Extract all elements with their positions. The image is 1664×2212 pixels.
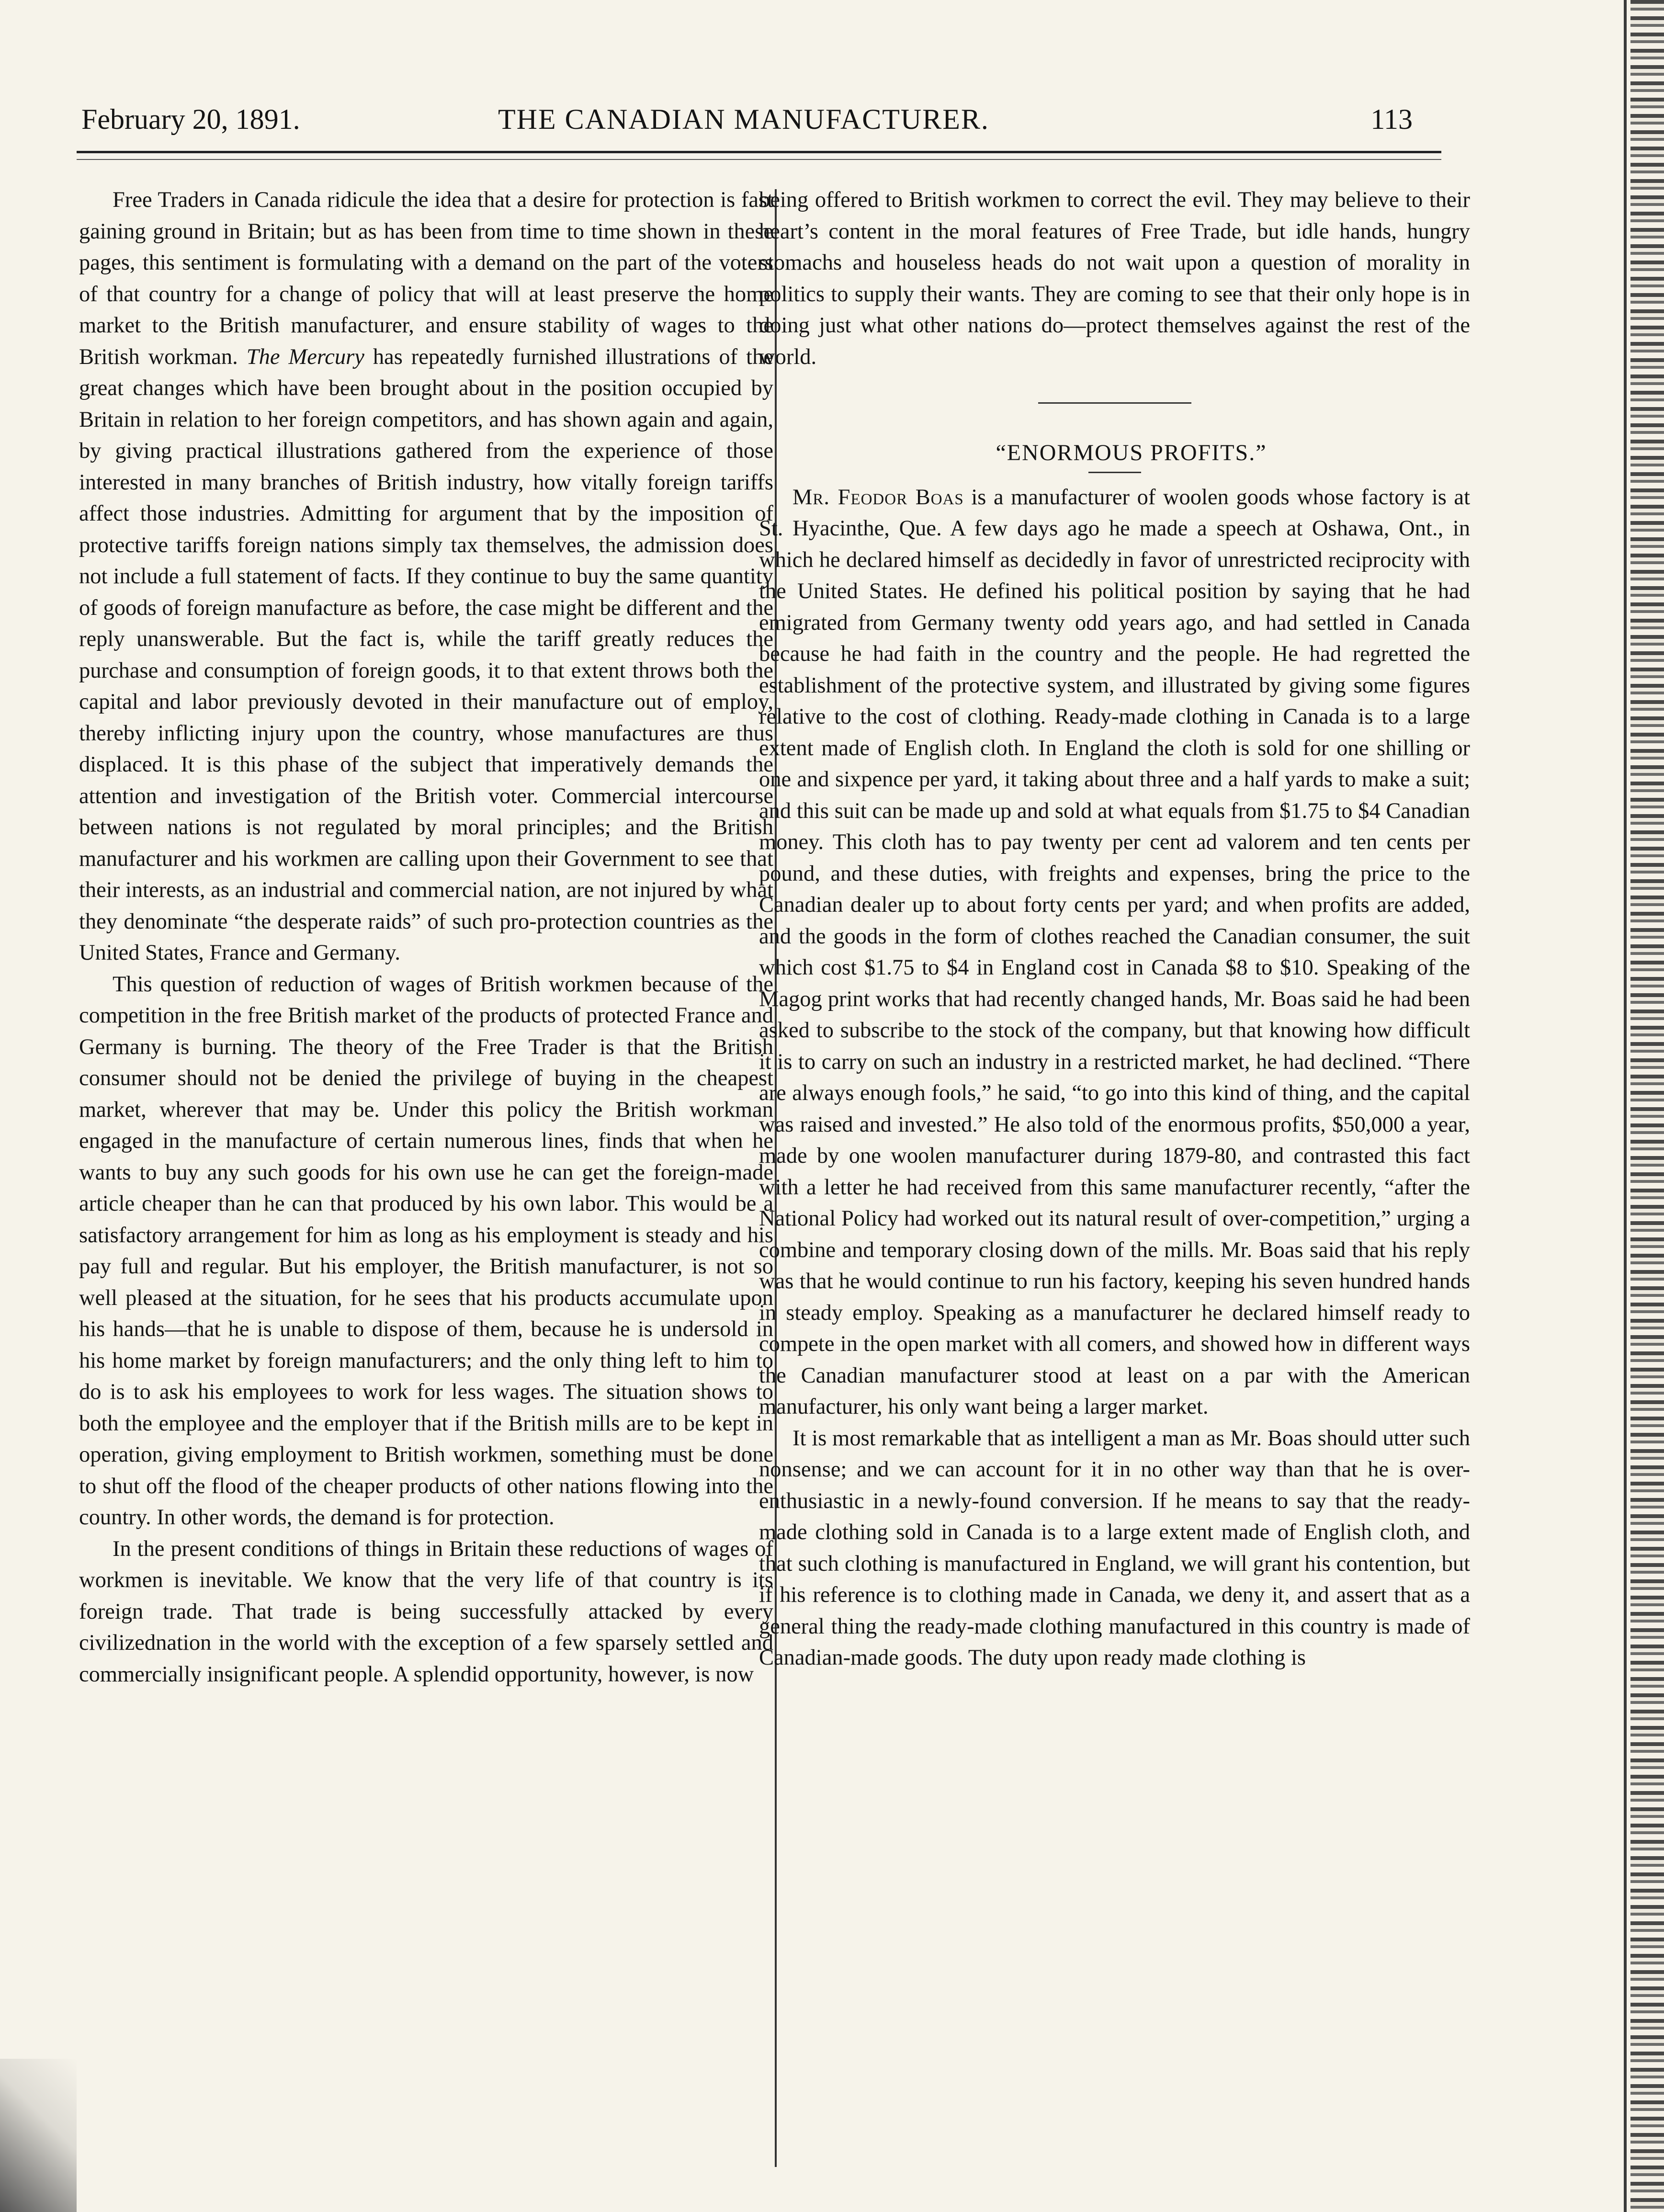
publication-title: THE CANADIAN MANUFACTURER. (498, 103, 989, 135)
section-separator (1038, 402, 1191, 404)
right-continued-paragraph: being offered to British workmen to correct the evil. They may believe to their heart’s content in the moral features of Free Trade, but idle hands, hungry stomachs and houseless heads do not wait upon a question of morality in politics to supply their wants. They are coming to see that their only hope is in doing just what other nations do—protect themselves against the rest of the world. (759, 188, 1470, 369)
left-paragraph-3: In the present conditions of things in Britain these reductions of wages of workmen is inevitable. We know that the very life of that country is its foreign trade. That trade is being successfully attacked by every civilizednation in the world with the exception of a few sparsely settled and commercially insignificant people. A splendid opportunity, however, is now (79, 1536, 773, 1687)
right-column (759, 184, 1470, 1674)
header-rule-thick (77, 151, 1441, 153)
issue-date: February 20, 1891. (81, 103, 300, 135)
binding-line (1624, 0, 1627, 2212)
newspaper-name: The Mercury (246, 344, 364, 369)
scan-shadow (0, 2059, 77, 2212)
page-header (81, 103, 1432, 156)
right-p1-text: is a manufacturer of woolen goods whose factory is at St. Hyacinthe, Que. A few days ago he made a speech at Oshawa, Ont., in which he declared himself as decidedly in favor of unrestricted reciprocity with the United States. He defined his political position by saying that he had emigrated from Germany twenty odd years ago, and had settled in Canada because he had faith in the country and the people. He had regretted the establishment of the protective system, and illustrated by giving some figures relative to the cost of clothing. Ready-made clothing in Canada is to a large extent made of English cloth. In England the cloth is sold for one shilling or one and sixpence per yard, it taking about three and a half yards to make a suit; and this suit can be made up and sold at what equals from $1.75 to $4 Canadian money. This cloth has to pay twenty per cent ad valorem and ten cents per pound, and these duties, with freights and expenses, bring the price to the Canadian dealer up to about forty cents per yard; and when profits are added, and the goods in the form of clothes reached the Canadian consumer, the suit which cost $1.75 to $4 in England cost in Canada $8 to $10. Speaking of the Magog print works that had recently changed hands, Mr. Boas said he had been asked to subscribe to the stock of the company, but that knowing how difficult it is to carry on such an industry in a restricted market, he had declined. “There are always enough fools,” he said, “to go into this kind of thing, and the capital was raised and invested.” He also told of the enormous profits, $50,000 a year, made by one woolen manufacturer during 1879-80, and contrasted this fact with a letter he had received from this same manufacturer recently, “after the National Policy had worked out its natural result of over-competition,” urging a combine and temporary closing down of the mills. Mr. Boas said that his reply was that he would continue to run his factory, keeping his seven hundred hands in steady employ. Speaking as a manufacturer he declared himself ready to compete in the open market with all comers, and showed how in different ways the Canadian manufacturer stood at least on a par with the American manufacturer, his only want being a larger market. (759, 485, 1470, 1419)
header-rule-thin (77, 159, 1441, 160)
left-p1-text-a: Free Traders in Canada ridicule the idea that a desire for protection is fast gaining ground in Britain; but as has been from time to time shown in these pages, this sentiment is formulating with a demand on the part of the voters of that country for a change of policy that will at least preserve the home market to the British manufacturer, and ensure stability of wages to the British workman. (79, 188, 773, 369)
left-p1-text-b: has repeatedly furnished illustrations of the great changes which have been brought about in the position occupied by Britain in relation to her foreign competitors, and has shown again and again, by giving practical illustrations gathered from the experience of those interested in many branches of British industry, how vitally foreign tariffs affect those industries. Admitting for argument that by the imposition of protective tariffs foreign nations simply tax themselves, the admission does not include a full statement of facts. If they continue to buy the same quantity of goods of foreign manufacture as before, the case might be different and the reply unanswerable. But the fact is, while the tariff greatly reduces the purchase and consumption of foreign goods, it to that extent throws both the capital and labor previously devoted in their manufacture out of employ, thereby inflicting injury upon the country, whose manufactures are thus displaced. It is this phase of the subject that imperatively demands the attention and investigation of the British voter. Commercial intercourse between nations is not regulated by moral principles; and the British manufacturer and his workmen are calling upon their Government to see that their interests, as an industrial and commercial nation, are not injured by what they denominate “the desperate raids” of such pro-protection countries as the United States, France and Germany. (79, 344, 773, 965)
right-paragraph-1 (759, 482, 1470, 1423)
left-paragraph-1 (79, 184, 773, 969)
page-edge-binding (1630, 0, 1664, 2212)
title-underline (1088, 472, 1141, 473)
left-paragraph-2: This question of reduction of wages of British workmen because of the competition in the free British market of the products of protected France and Germany is burning. The theory of the Free Trader is that the British consumer should not be denied the privilege of buying in the cheapest market, wherever that may be. Under this policy the British workman engaged in the manufacture of certain numerous lines, finds that when he wants to buy any such goods for his own use he can get the foreign-made article cheaper than he can that produced by his own labor. This would be a satisfactory arrangement for him as long as his employment is steady and his pay full and regular. But his employer, the British manufacturer, is not so well pleased at the situation, for he sees that his products accumulate upon his hands—that he is unable to dispose of them, because he is undersold in his home market by foreign manufacturers; and the only thing left to him to do is to ask his employees to work for less wages. The situation shows to both the employee and the employer that if the British mills are to be kept in operation, giving employment to British workmen, something must be done to shut off the flood of the cheaper products of other nations flowing into the country. In other words, the demand is for protection. (79, 972, 773, 1530)
page-number: 113 (1370, 103, 1413, 135)
section-title: “ENORMOUS PROFITS.” (996, 440, 1267, 465)
left-column (79, 184, 773, 1690)
lead-name: Mr. Feodor Boas (792, 485, 964, 510)
right-paragraph-2: It is most remarkable that as intelligent a man as Mr. Boas should utter such nonsense; and we can account for it in no other way than that he is over-enthusiastic in a newly-found conversion. If he means to say that the ready-made clothing sold in Canada is to a large extent made of English cloth, and that such clothing is manufactured in England, we will grant his contention, but if his reference is to clothing made in Canada, we deny it, and assert that as a general thing the ready-made clothing manufactured in this country is made of Canadian-made goods. The duty upon ready made clothing is (759, 1426, 1470, 1670)
